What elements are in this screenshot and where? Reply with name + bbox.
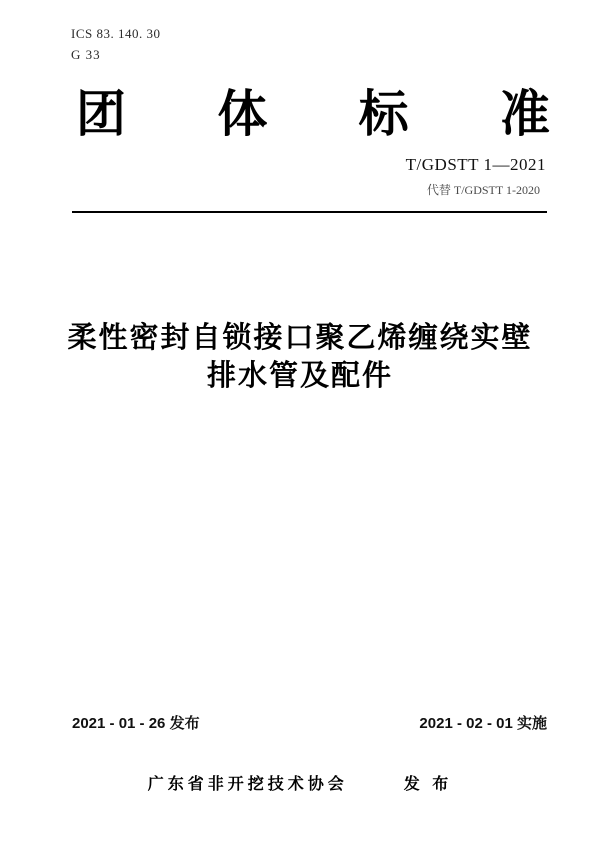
document-title (0, 319, 600, 395)
standard-type-char: 体 (217, 86, 268, 142)
classification-code: G 33 (71, 47, 101, 62)
standard-type-char: 准 (499, 86, 550, 142)
standard-type-heading (76, 88, 550, 140)
header-divider (72, 211, 547, 213)
ics-code: ICS 83. 140. 30 (71, 26, 161, 41)
document-title-line2: 排水管及配件 (206, 360, 393, 392)
publisher-row (0, 771, 600, 794)
supersedes-note: 代替 T/GDSTT 1-2020 (426, 183, 540, 197)
publish-label: 发 布 (403, 776, 453, 793)
issue-date: 2021 - 01 - 26 发布 (72, 715, 200, 732)
document-title-line1: 柔性密封自锁接口聚乙烯缠绕实壁 (67, 322, 533, 354)
standard-type-char: 标 (358, 86, 409, 142)
standard-number: T/GDSTT 1—2021 (405, 155, 546, 174)
implementation-date: 2021 - 02 - 01 实施 (419, 715, 547, 732)
publisher-name: 广东省非开挖技术协会 (147, 776, 348, 793)
standard-type-char: 团 (76, 86, 126, 142)
